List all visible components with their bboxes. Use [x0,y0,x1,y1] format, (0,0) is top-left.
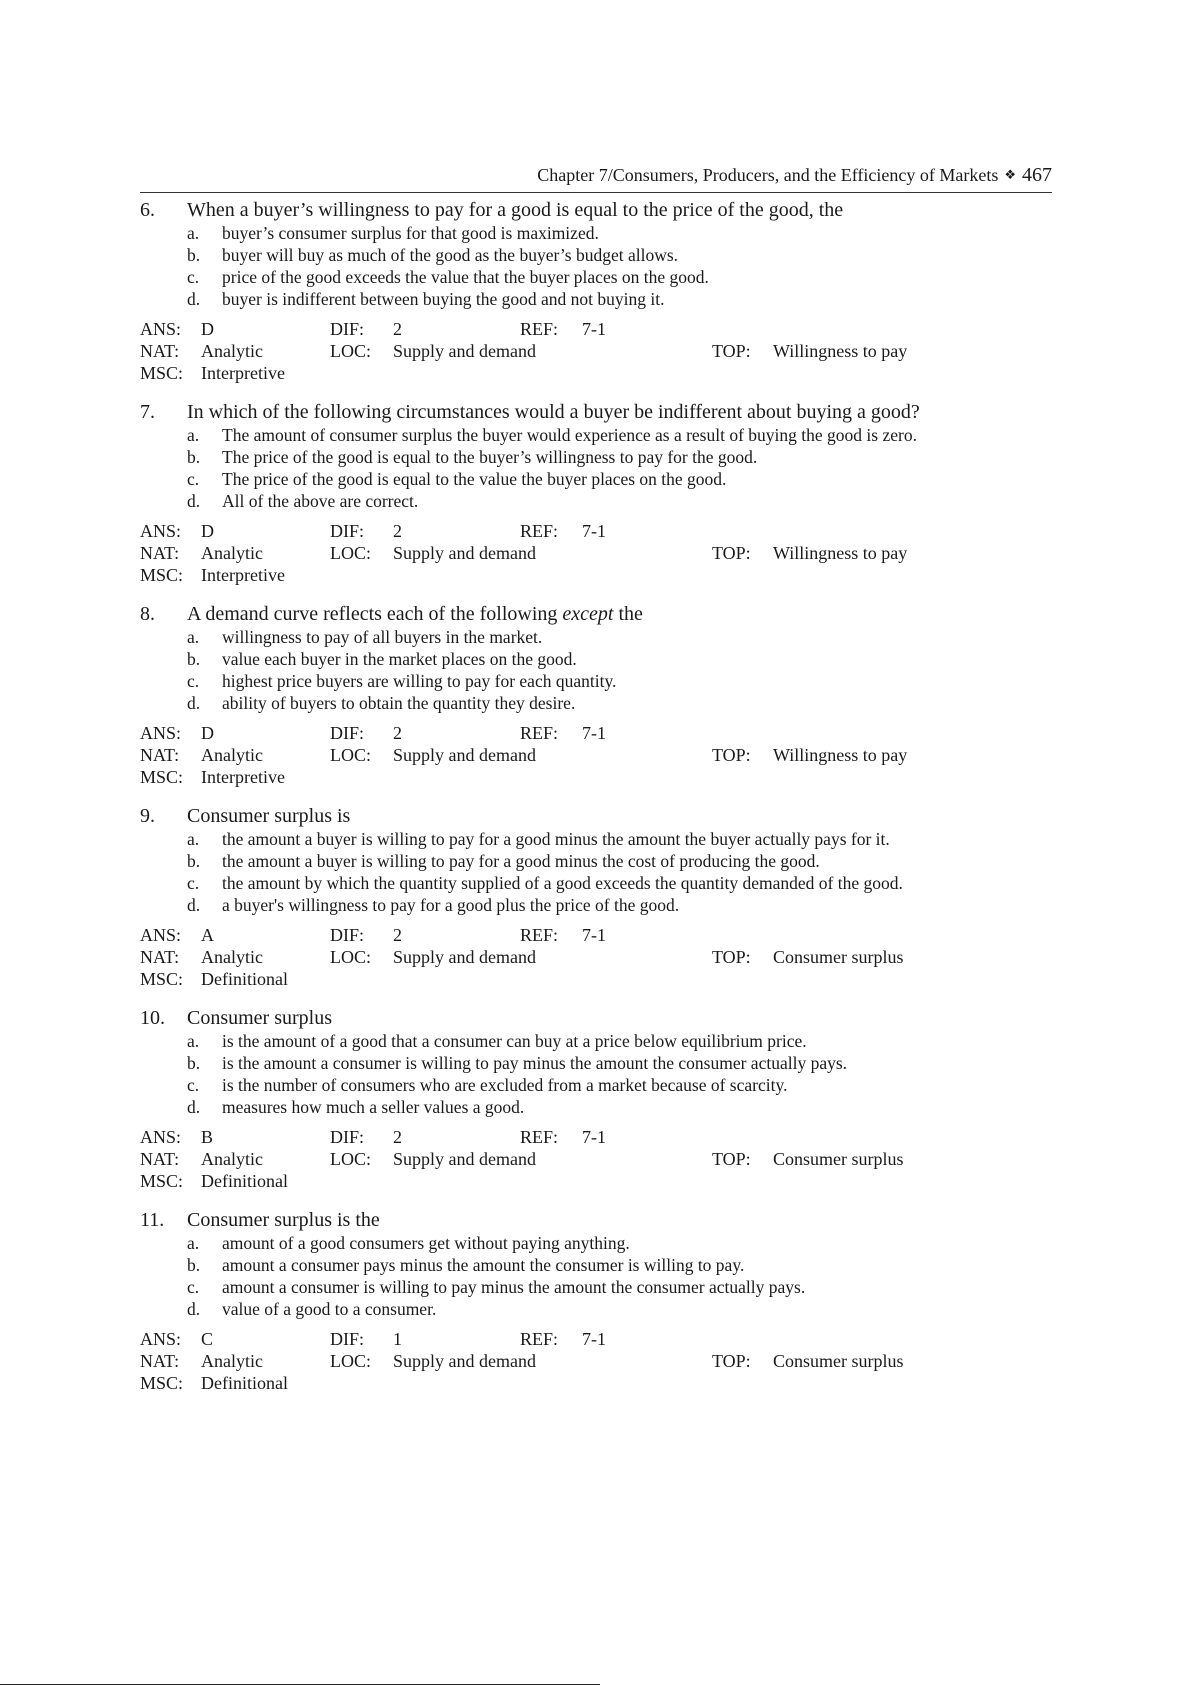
answer-metadata [140,1126,1052,1192]
ref-label: REF: [520,723,559,743]
option-text: price of the good exceeds the value that the buyer places on the good. [222,267,709,287]
running-head [537,164,1052,187]
answer-metadata [140,520,1052,586]
ans-label: ANS: [140,925,182,945]
loc-label: LOC: [330,341,372,361]
option-text: the amount a buyer is willing to pay for a good minus the cost of producing the good. [222,851,820,871]
option-letter: c. [187,671,200,691]
dif-value: 2 [393,1127,402,1147]
dif-label: DIF: [330,925,365,945]
option-text: value of a good to a consumer. [222,1299,437,1319]
msc-label: MSC: [140,565,184,585]
option-letter: c. [187,1277,200,1297]
option-letter: a. [187,627,200,647]
meta-row [140,1170,1052,1192]
meta-row [140,318,1052,340]
dif-label: DIF: [330,1127,365,1147]
stem-text: the [613,603,643,625]
meta-row [140,1350,1052,1372]
option-b [187,446,1052,468]
option-letter: a. [187,1031,200,1051]
option-d [187,894,1052,916]
loc-label: LOC: [330,947,372,967]
option-text: measures how much a seller values a good. [222,1097,525,1117]
top-value: Consumer surplus [773,947,904,967]
option-a [187,222,1052,244]
meta-row [140,564,1052,586]
loc-value: Supply and demand [393,745,536,765]
option-text: is the amount of a good that a consumer can buy at a price below equilibrium price. [222,1031,807,1051]
question-text [187,602,643,626]
nat-label: NAT: [140,1149,180,1169]
question-text: Consumer surplus is the [187,1209,380,1231]
question-6 [140,198,1052,400]
option-letter: c. [187,469,200,489]
option-text: amount a consumer pays minus the amount the consumer is willing to pay. [222,1255,745,1275]
option-a [187,1232,1052,1254]
dif-value: 2 [393,319,402,339]
ref-label: REF: [520,521,559,541]
option-text: amount of a good consumers get without paying anything. [222,1233,630,1253]
question-number: 11. [140,1209,165,1231]
loc-value: Supply and demand [393,947,536,967]
nat-value: Analytic [201,341,263,361]
question-number: 10. [140,1007,165,1029]
option-text: The amount of consumer surplus the buyer would experience as a result of buying the good is zero. [222,425,917,445]
option-letter: c. [187,873,200,893]
msc-value: Definitional [201,969,288,989]
answer-metadata [140,924,1052,990]
option-letter: c. [187,1075,200,1095]
option-d [187,1298,1052,1320]
loc-value: Supply and demand [393,341,536,361]
question-number: 7. [140,401,155,423]
option-a [187,828,1052,850]
option-letter: d. [187,895,201,915]
ref-value: 7-1 [582,521,606,541]
ans-label: ANS: [140,723,182,743]
loc-value: Supply and demand [393,1149,536,1169]
ref-label: REF: [520,1127,559,1147]
option-letter: a. [187,223,200,243]
answer-metadata [140,722,1052,788]
dif-label: DIF: [330,319,365,339]
option-d [187,692,1052,714]
option-b [187,1052,1052,1074]
top-value: Consumer surplus [773,1351,904,1371]
option-letter: d. [187,693,201,713]
question-9 [140,804,1052,1006]
meta-row [140,968,1052,990]
question-stem [140,602,1052,626]
meta-row [140,1372,1052,1394]
option-b [187,1254,1052,1276]
question-text: Consumer surplus is [187,805,351,827]
question-10 [140,1006,1052,1208]
option-a [187,424,1052,446]
meta-row [140,946,1052,968]
meta-row [140,1328,1052,1350]
msc-value: Definitional [201,1171,288,1191]
option-letter: a. [187,1233,200,1253]
option-text: All of the above are correct. [222,491,419,511]
nat-label: NAT: [140,947,180,967]
option-text: buyer is indifferent between buying the good and not buying it. [222,289,665,309]
msc-label: MSC: [140,969,184,989]
msc-label: MSC: [140,1373,184,1393]
top-label: TOP: [712,745,751,765]
option-text: a buyer's willingness to pay for a good plus the price of the good. [222,895,680,915]
option-text: ability of buyers to obtain the quantity they desire. [222,693,576,713]
ans-label: ANS: [140,521,182,541]
option-text: buyer will buy as much of the good as the buyer’s budget allows. [222,245,679,265]
meta-row [140,924,1052,946]
nat-label: NAT: [140,1351,180,1371]
loc-value: Supply and demand [393,543,536,563]
option-c [187,670,1052,692]
meta-row [140,744,1052,766]
option-text: willingness to pay of all buyers in the market. [222,627,543,647]
option-letter: d. [187,1299,201,1319]
ans-label: ANS: [140,1127,182,1147]
question-number: 6. [140,199,155,221]
meta-row [140,722,1052,744]
answer-options [187,828,1052,916]
page-number: 467 [1022,164,1052,186]
msc-value: Interpretive [201,363,285,383]
meta-row [140,340,1052,362]
nat-label: NAT: [140,543,180,563]
meta-row [140,1126,1052,1148]
question-stem [140,400,1052,424]
option-d [187,288,1052,310]
answer-options [187,626,1052,714]
option-c [187,266,1052,288]
msc-value: Interpretive [201,767,285,787]
option-letter: b. [187,1053,201,1073]
ref-value: 7-1 [582,1127,606,1147]
question-list [140,198,1052,1410]
option-text: The price of the good is equal to the buyer’s willingness to pay for the good. [222,447,758,467]
option-letter: a. [187,425,200,445]
option-d [187,490,1052,512]
question-stem [140,1208,1052,1232]
option-letter: b. [187,447,201,467]
option-text: highest price buyers are willing to pay for each quantity. [222,671,617,691]
option-c [187,1074,1052,1096]
ans-value: D [201,319,214,339]
question-stem [140,198,1052,222]
dif-value: 2 [393,521,402,541]
meta-row [140,1148,1052,1170]
question-text: In which of the following circumstances would a buyer be indifferent about buying a good? [187,401,920,423]
option-letter: b. [187,851,201,871]
answer-options [187,424,1052,512]
option-letter: d. [187,289,201,309]
option-text: buyer’s consumer surplus for that good is maximized. [222,223,599,243]
ref-value: 7-1 [582,1329,606,1349]
top-value: Willingness to pay [773,745,908,765]
option-a [187,626,1052,648]
top-label: TOP: [712,1351,751,1371]
option-letter: b. [187,1255,201,1275]
question-number: 9. [140,805,155,827]
ans-label: ANS: [140,319,182,339]
nat-value: Analytic [201,1351,263,1371]
option-letter: b. [187,245,201,265]
option-text: is the number of consumers who are excluded from a market because of scarcity. [222,1075,788,1095]
ans-value: B [201,1127,214,1147]
option-text: the amount a buyer is willing to pay for a good minus the amount the buyer actually pays for it. [222,829,890,849]
dif-value: 1 [393,1329,402,1349]
ans-value: C [201,1329,214,1349]
nat-value: Analytic [201,947,263,967]
stem-emphasis: except [562,603,614,625]
top-value: Willingness to pay [773,543,908,563]
option-text: the amount by which the quantity supplied of a good exceeds the quantity demanded of the good. [222,873,903,893]
option-letter: a. [187,829,200,849]
answer-metadata [140,1328,1052,1394]
loc-label: LOC: [330,1149,372,1169]
option-text: The price of the good is equal to the value the buyer places on the good. [222,469,727,489]
option-b [187,648,1052,670]
option-text: amount a consumer is willing to pay minus the amount the consumer actually pays. [222,1277,806,1297]
top-label: TOP: [712,947,751,967]
meta-row [140,542,1052,564]
option-text: value each buyer in the market places on the good. [222,649,577,669]
question-text: When a buyer’s willingness to pay for a good is equal to the price of the good, the [187,199,844,221]
option-letter: c. [187,267,200,287]
top-label: TOP: [712,341,751,361]
ref-value: 7-1 [582,319,606,339]
ref-label: REF: [520,925,559,945]
dif-label: DIF: [330,723,365,743]
msc-label: MSC: [140,1171,184,1191]
top-label: TOP: [712,1149,751,1169]
nat-label: NAT: [140,745,180,765]
ans-value: D [201,723,214,743]
meta-row [140,766,1052,788]
ref-value: 7-1 [582,723,606,743]
msc-value: Definitional [201,1373,288,1393]
ornament-icon: ❖ [1004,167,1016,182]
option-b [187,850,1052,872]
ref-value: 7-1 [582,925,606,945]
nat-value: Analytic [201,1149,263,1169]
msc-label: MSC: [140,363,184,383]
option-a [187,1030,1052,1052]
question-text: Consumer surplus [187,1007,332,1029]
loc-value: Supply and demand [393,1351,536,1371]
answer-options [187,1030,1052,1118]
option-b [187,244,1052,266]
nat-value: Analytic [201,543,263,563]
option-letter: b. [187,649,201,669]
answer-options [187,1232,1052,1320]
meta-row [140,362,1052,384]
loc-label: LOC: [330,1351,372,1371]
option-c [187,872,1052,894]
question-stem [140,804,1052,828]
dif-value: 2 [393,723,402,743]
loc-label: LOC: [330,543,372,563]
ref-label: REF: [520,1329,559,1349]
option-letter: d. [187,491,201,511]
nat-value: Analytic [201,745,263,765]
question-7 [140,400,1052,602]
msc-label: MSC: [140,767,184,787]
option-c [187,1276,1052,1298]
top-label: TOP: [712,543,751,563]
top-value: Willingness to pay [773,341,908,361]
answer-options [187,222,1052,310]
meta-row [140,520,1052,542]
option-d [187,1096,1052,1118]
ans-value: D [201,521,214,541]
loc-label: LOC: [330,745,372,765]
ans-value: A [201,925,214,945]
question-8 [140,602,1052,804]
dif-label: DIF: [330,521,365,541]
dif-value: 2 [393,925,402,945]
ans-label: ANS: [140,1329,182,1349]
nat-label: NAT: [140,341,180,361]
dif-label: DIF: [330,1329,365,1349]
ref-label: REF: [520,319,559,339]
option-text: is the amount a consumer is willing to pay minus the amount the consumer actually pays. [222,1053,848,1073]
top-value: Consumer surplus [773,1149,904,1169]
question-stem [140,1006,1052,1030]
option-c [187,468,1052,490]
answer-metadata [140,318,1052,384]
question-11 [140,1208,1052,1410]
msc-value: Interpretive [201,565,285,585]
chapter-title: Chapter 7/Consumers, Producers, and the Efficiency of Markets [537,165,999,185]
option-letter: d. [187,1097,201,1117]
stem-text: A demand curve reflects each of the following [187,603,563,625]
page-header [140,162,1052,193]
question-number: 8. [140,603,155,625]
